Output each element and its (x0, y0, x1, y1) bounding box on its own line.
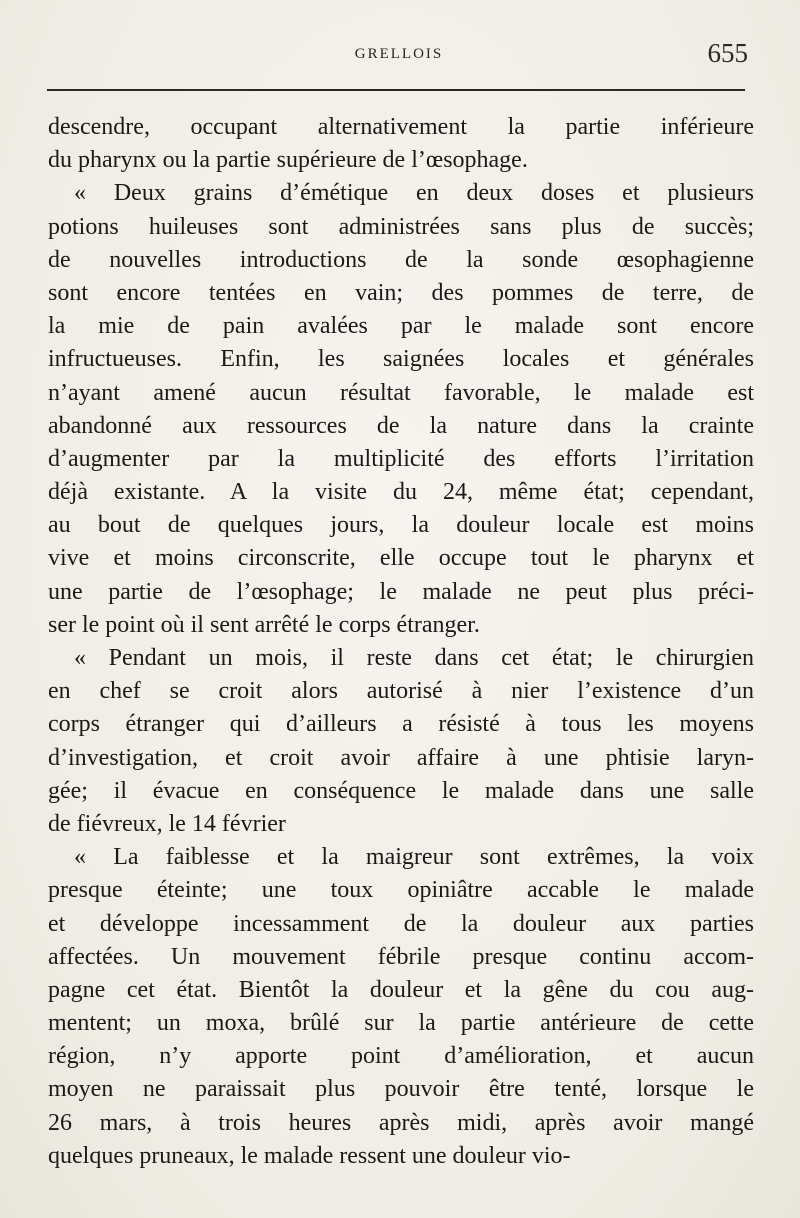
paragraph (48, 642, 754, 841)
text-line: région, n’y apporte point d’amélioration, et aucun (48, 1043, 754, 1070)
text-line: d’augmenter par la multiplicité des efforts l’irritation (48, 445, 754, 472)
text-line: pagne cet état. Bientôt la douleur et la gêne du cou aug- (48, 976, 754, 1003)
text-line: « La faiblesse et la maigreur sont extrêmes, la voix (74, 844, 754, 871)
text-line: potions huileuses sont administrées sans plus de succès; (48, 213, 754, 240)
text-line: gée; il évacue en conséquence le malade dans une salle (48, 777, 754, 804)
text-line: vive et moins circonscrite, elle occupe tout le pharynx et (48, 545, 754, 572)
running-title: GRELLOIS (354, 46, 444, 62)
text-line: corps étranger qui d’ailleurs a résisté à tous les moyens (48, 711, 754, 738)
text-line: une partie de l’œsophage; le malade ne peut plus préci- (48, 578, 754, 605)
text-line: descendre, occupant alternativement la partie inférieure (48, 114, 754, 140)
text-line: 26 mars, à trois heures après midi, après avoir mangé (48, 1109, 754, 1136)
text-line: de nouvelles introductions de la sonde œsophagienne (48, 246, 754, 273)
text-line: la mie de pain avalées par le malade sont encore (48, 313, 754, 340)
running-head (48, 38, 750, 74)
text-line: mentent; un moxa, brûlé sur la partie antérieure de cette (48, 1010, 754, 1037)
text-line: en chef se croit alors autorisé à nier l’existence d’un (48, 678, 754, 705)
header-rule (47, 89, 745, 91)
text-line: « Deux grains d’émétique en deux doses et plusieurs (74, 180, 754, 207)
text-line: de fiévreux, le 14 février (48, 810, 286, 837)
text-line: ser le point où il sent arrêté le corps étranger. (48, 611, 480, 638)
text-line: n’ayant amené aucun résultat favorable, le malade est (48, 379, 754, 406)
text-line: sont encore tentées en vain; des pommes de terre, de (48, 279, 754, 306)
text-line: au bout de quelques jours, la douleur locale est moins (48, 512, 754, 539)
page-number: 655 (707, 38, 748, 68)
text-line: quelques pruneaux, le malade ressent une douleur vio- (48, 1142, 571, 1169)
text-line: du pharynx ou la partie supérieure de l’œsophage. (48, 147, 528, 174)
text-line: infructueuses. Enfin, les saignées locales et générales (48, 346, 754, 373)
paragraph (48, 111, 754, 177)
paragraph (48, 177, 754, 642)
text-line: déjà existante. A la visite du 24, même état; cependant, (48, 479, 754, 506)
text-line: moyen ne paraissait plus pouvoir être tenté, lorsque le (48, 1076, 754, 1103)
text-line: « Pendant un mois, il reste dans cet état; le chirurgien (74, 645, 754, 671)
text-line: affectées. Un mouvement fébrile presque continu accom- (48, 943, 754, 970)
text-body (48, 111, 754, 1173)
paragraph (48, 841, 754, 1173)
text-line: abandonné aux ressources de la nature dans la crainte (48, 412, 754, 439)
text-line: presque éteinte; une toux opiniâtre accable le malade (48, 877, 754, 904)
text-line: et développe incessamment de la douleur aux parties (48, 910, 754, 937)
text-line: d’investigation, et croit avoir affaire à une phtisie laryn- (48, 744, 754, 771)
